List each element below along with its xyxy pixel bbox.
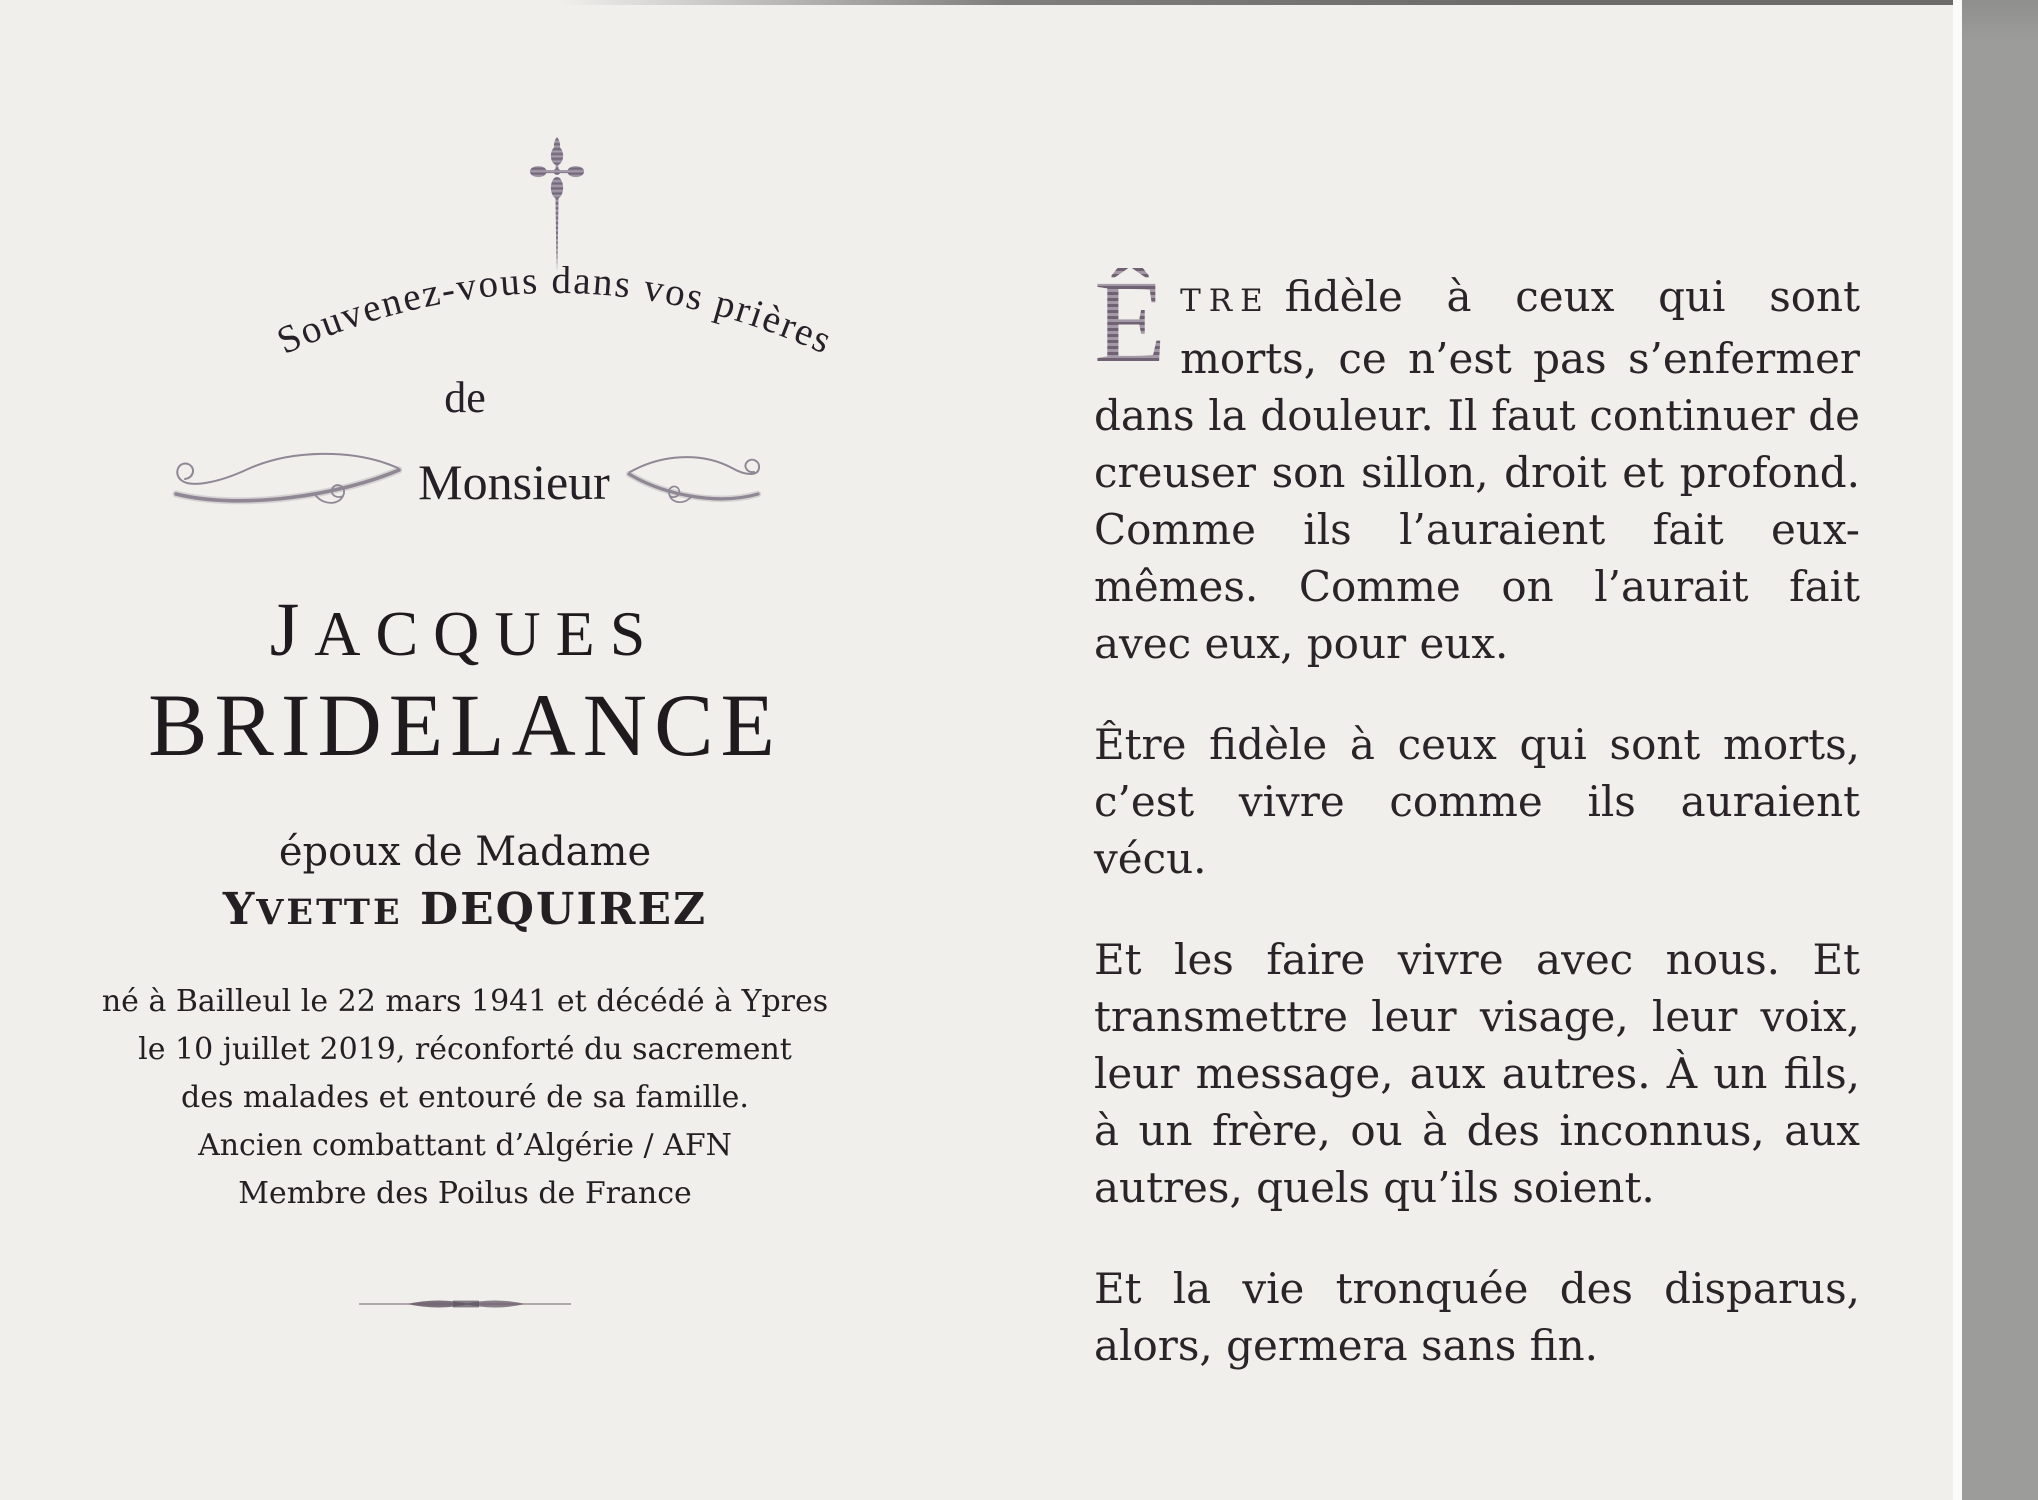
meditation-paragraph-4: Et la vie tronquée des disparus, alors, germera sans fin. <box>1094 1264 1860 1370</box>
meditation-paragraph-2: Être fidèle à ceux qui sont morts, c’est vivre comme ils auraient vécu. <box>1094 720 1860 883</box>
drop-cap: Ê <box>1094 268 1180 370</box>
detail-line: né à Bailleul le 22 mars 1941 et décédé à Ypres <box>101 984 829 1019</box>
arch-invocation-text: Souvenez-vous dans vos prières <box>270 258 840 363</box>
paragraph-1-lead-caps: TRE <box>1180 283 1271 319</box>
first-name-rest: ACQUES <box>314 598 661 669</box>
flourish-right-icon <box>626 442 762 522</box>
biography-details <box>95 978 835 1218</box>
spouse-first-rest: VETTE <box>256 892 403 933</box>
spouse-first-initial: Y <box>222 884 257 935</box>
divider-icon <box>357 1296 573 1312</box>
svg-text:Souvenez-vous dans vos prières <box>271 259 840 363</box>
spouse-family-name: DEQUIREZ <box>419 884 708 935</box>
monsieur-text: Monsieur <box>418 454 610 510</box>
monsieur-row <box>95 442 835 522</box>
spouse-name <box>95 886 835 934</box>
deceased-last-name: BRIDELANCE <box>148 677 782 775</box>
paragraph-1-text: fidèle à ceux qui sont morts, ce n’est pas s’enfermer dans la douleur. Il faut continuer de creuser son sillon, droit et profond. Comme ils l’auraient fait eux-mêmes. Comme on l’aurait fait avec eux, pour eux. <box>1094 272 1860 668</box>
right-panel-meditation <box>1094 256 1860 1374</box>
spouse-intro: époux de Madame <box>278 829 652 875</box>
detail-line: des malades et entouré de sa famille. <box>181 1080 749 1115</box>
meditation-paragraph-3: Et les faire vivre avec nous. Et transmettre leur visage, leur voix, leur message, aux autres. À un fils, à un frère, ou à des inconnus, aux autres, quels qu’ils soient. <box>1094 935 1860 1212</box>
meditation-paragraph-1 <box>1094 256 1860 672</box>
first-name-initial: J <box>269 588 315 672</box>
detail-line: Membre des Poilus de France <box>238 1176 692 1211</box>
scan-top-edge <box>560 0 2038 5</box>
deceased-first-name <box>95 588 835 672</box>
card-edge-highlight <box>1953 0 1962 1500</box>
scan-background-strip <box>1962 0 2038 1500</box>
detail-line: le 10 juillet 2019, réconforté du sacrement <box>138 1032 792 1067</box>
detail-line: Ancien combattant d’Algérie / AFN <box>198 1128 732 1163</box>
flourish-left-icon <box>168 442 402 522</box>
invocation-de: de <box>444 373 486 422</box>
